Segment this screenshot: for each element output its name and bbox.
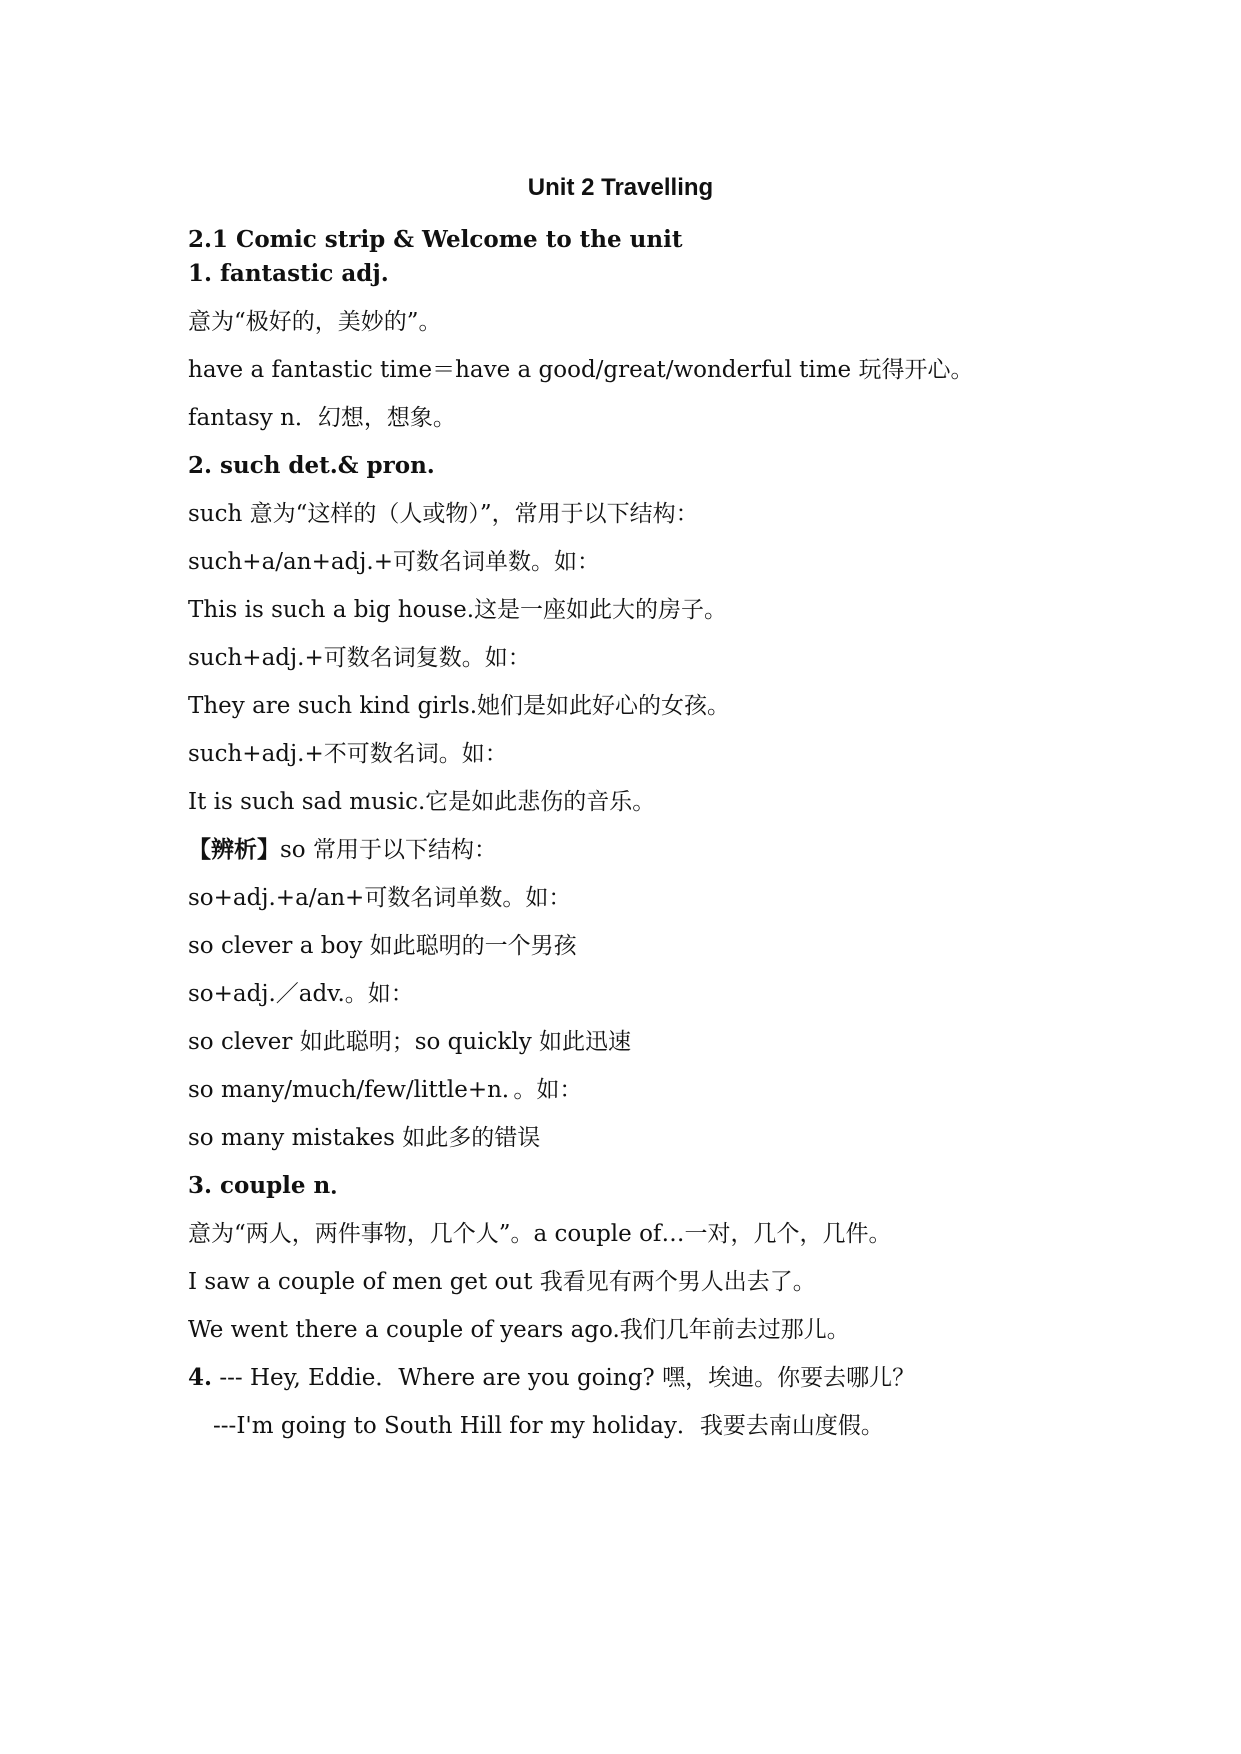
item-2-structure-2: such+adj.+可数名词复数。如： xyxy=(188,645,531,671)
item-2-so-structure-1: so+adj.+a/an+可数名词单数。如： xyxy=(188,885,572,911)
item-3-meaning: 意为“两人，两件事物，几个人”。a couple of…一对，几个，几件。 xyxy=(188,1221,892,1247)
item-2-structure-3: such+adj.+不可数名词。如： xyxy=(188,741,508,767)
item-2-intro: such 意为“这样的（人或物）”，常用于以下结构： xyxy=(188,501,699,527)
item-2-note xyxy=(188,834,1148,866)
page-title: Unit 2 Travelling xyxy=(527,174,714,201)
item-3-example-2: We went there a couple of years ago.我们几年前去过那儿。 xyxy=(188,1317,850,1343)
section-heading: 2.1 Comic strip & Welcome to the unit xyxy=(188,226,683,253)
item-2-example-1: This is such a big house.这是一座如此大的房子。 xyxy=(188,597,728,623)
item-2-so-structure-2: so+adj.／adv.。如： xyxy=(188,981,414,1007)
item-3-heading: 3. couple n． xyxy=(188,1172,354,1199)
item-2-so-example-2: so clever 如此聪明；so quickly 如此迅速 xyxy=(188,1029,632,1055)
item-4-answer: ---I'm going to South Hill for my holiday．我要去南山度假。 xyxy=(213,1413,884,1439)
item-2-structure-1: such+a/an+adj.+可数名词单数。如： xyxy=(188,549,600,575)
item-4-question-text: --- Hey, Eddie．Where are you going? 嘿，埃迪。你要去哪儿？ xyxy=(212,1365,916,1391)
item-3-example-1: I saw a couple of men get out 我看见有两个男人出去了。 xyxy=(188,1269,816,1295)
item-1-meaning: 意为“极好的，美妙的”。 xyxy=(188,309,442,335)
note-label: 【辨析】 xyxy=(188,836,280,863)
item-1-heading: 1. fantastic adj. xyxy=(188,260,389,287)
item-2-example-3: It is such sad music.它是如此悲伤的音乐。 xyxy=(188,789,656,815)
item-2-so-example-1: so clever a boy 如此聪明的一个男孩 xyxy=(188,933,577,959)
item-1-phrase: have a fantastic time＝have a good/great/wonderful time 玩得开心。 xyxy=(188,357,974,383)
item-1-related: fantasy n．幻想，想象。 xyxy=(188,405,456,431)
item-2-so-example-3: so many mistakes 如此多的错误 xyxy=(188,1125,541,1151)
note-text: so 常用于以下结构： xyxy=(280,837,497,863)
item-2-example-2: They are such kind girls.她们是如此好心的女孩。 xyxy=(188,693,731,719)
item-2-heading: 2. such det.& pron. xyxy=(188,452,435,479)
item-4-question xyxy=(188,1362,1148,1394)
item-2-so-structure-3: so many/much/few/little+n．。如： xyxy=(188,1077,583,1103)
item-4-number: 4. xyxy=(188,1364,213,1391)
